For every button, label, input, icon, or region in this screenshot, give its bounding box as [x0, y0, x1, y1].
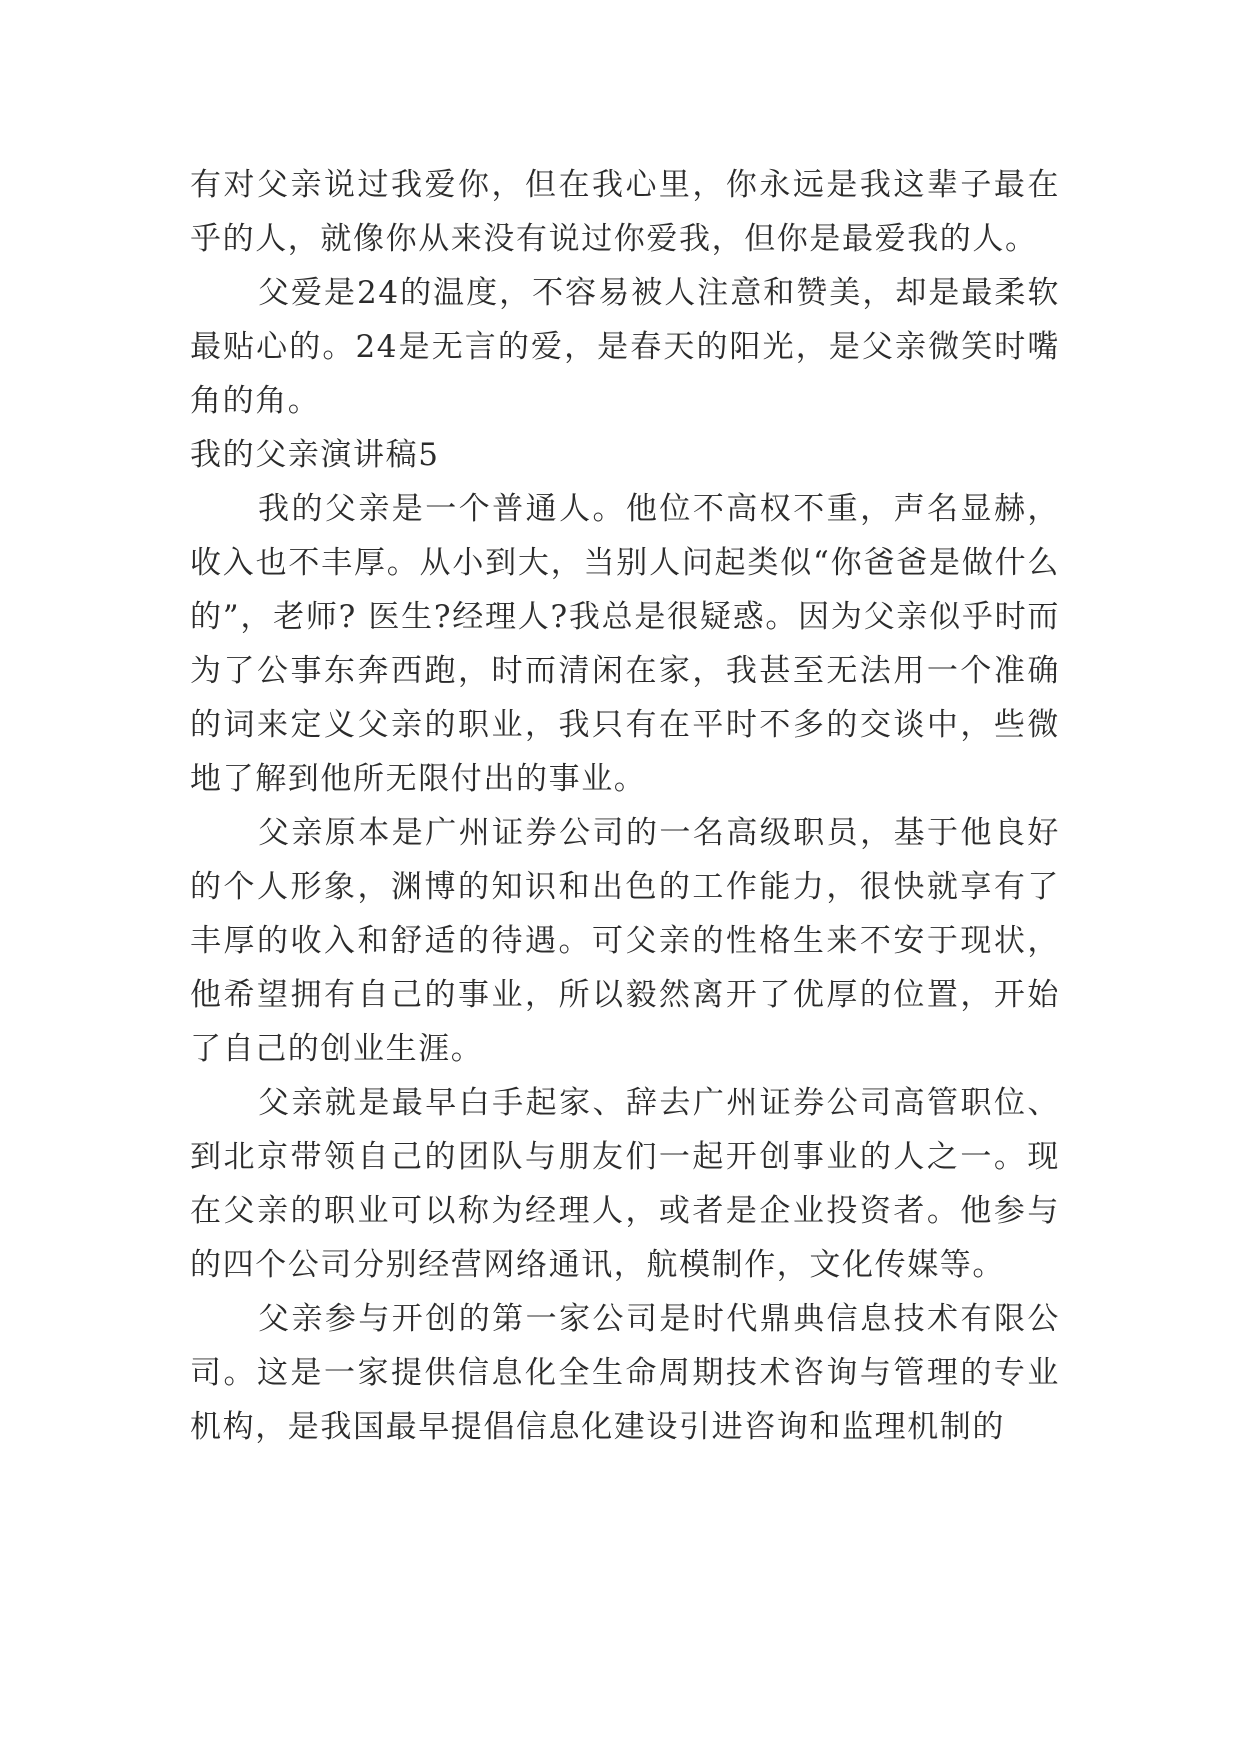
paragraph-first-company: 父亲参与开创的第一家公司是时代鼎典信息技术有限公司。这是一家提供信息化全生命周期技术咨询与管理的专业机构，是我国最早提倡信息化建设引进咨询和监理机制的 [190, 1301, 1060, 1445]
paragraph-entrepreneur: 父亲就是最早白手起家、辞去广州证券公司高管职位、到北京带领自己的团队与朋友们一起开创事业的人之一。现在父亲的职业可以称为经理人，或者是企业投资者。他参与的四个公司分别经营网络通讯，航模制作，文化传媒等。 [190, 1085, 1060, 1283]
document-body [190, 158, 1060, 1454]
paragraph-continuation: 有对父亲说过我爱你，但在我心里，你永远是我这辈子最在乎的人，就像你从来没有说过你爱我，但你是最爱我的人。 [190, 167, 1060, 257]
paragraph-career-start: 父亲原本是广州证券公司的一名高级职员，基于他良好的个人形象，渊博的知识和出色的工作能力，很快就享有了丰厚的收入和舒适的待遇。可父亲的性格生来不安于现状，他希望拥有自己的事业，所以毅然离开了优厚的位置，开始了自己的创业生涯。 [190, 815, 1060, 1067]
paragraph-ordinary-father: 我的父亲是一个普通人。他位不高权不重，声名显赫，收入也不丰厚。从小到大，当别人问起类似“你爸爸是做什么的”，老师? 医生?经理人?我总是很疑惑。因为父亲似乎时而为了公事东奔西跑，时而清闲在家，我甚至无法用一个准确的词来定义父亲的职业，我只有在平时不多的交谈中，些微地了解到他所无限付出的事业。 [190, 491, 1060, 797]
paragraph-father-love-temperature: 父爱是24的温度，不容易被人注意和赞美，却是最柔软最贴心的。24是无言的爱，是春天的阳光，是父亲微笑时嘴角的角。 [190, 275, 1060, 419]
section-heading: 我的父亲演讲稿5 [190, 437, 440, 473]
